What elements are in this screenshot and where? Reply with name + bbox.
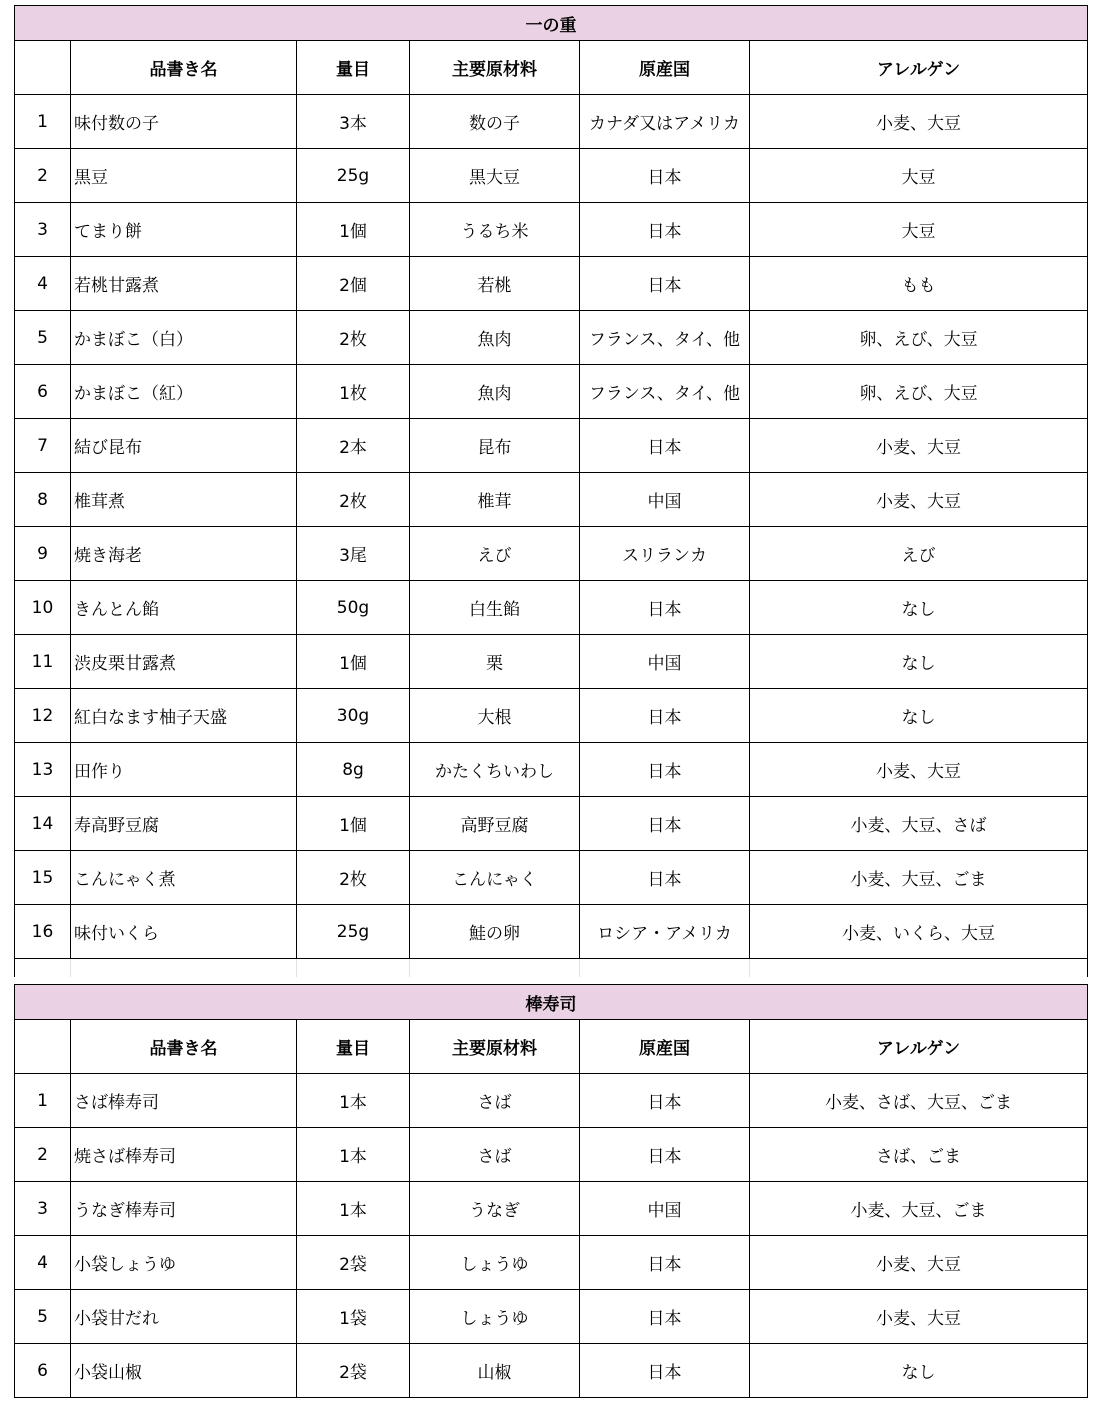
column-header-item-name: 品書き名 xyxy=(71,41,297,95)
row-number-cell: 5 xyxy=(15,311,71,365)
allergens-cell: なし xyxy=(750,635,1088,689)
allergens-cell: さば、ごま xyxy=(750,1128,1088,1182)
main-ingredient-cell: 若桃 xyxy=(410,257,580,311)
country-of-origin-cell: 日本 xyxy=(580,743,750,797)
main-ingredient-cell: 黒大豆 xyxy=(410,149,580,203)
section-title-row xyxy=(15,6,1088,41)
allergens-cell: 小麦、大豆 xyxy=(750,1236,1088,1290)
main-ingredient-cell: 高野豆腐 xyxy=(410,797,580,851)
section-bou-zushi xyxy=(14,984,1087,1398)
allergens-cell: 大豆 xyxy=(750,149,1088,203)
country-of-origin-cell: 日本 xyxy=(580,1344,750,1398)
quantity-cell: 50g xyxy=(297,581,410,635)
quantity-cell: 3尾 xyxy=(297,527,410,581)
allergens-cell: 小麦、さば、大豆、ごま xyxy=(750,1074,1088,1128)
allergens-cell: なし xyxy=(750,581,1088,635)
quantity-cell: 8g xyxy=(297,743,410,797)
row-number-cell: 15 xyxy=(15,851,71,905)
allergens-cell: なし xyxy=(750,689,1088,743)
item-name-cell: こんにゃく煮 xyxy=(71,851,297,905)
row-number-cell: 8 xyxy=(15,473,71,527)
spacer-cell xyxy=(580,959,750,978)
main-ingredient-cell: 栗 xyxy=(410,635,580,689)
table-row xyxy=(15,365,1088,419)
allergens-cell: 大豆 xyxy=(750,203,1088,257)
section-ichi-no-ju xyxy=(14,5,1087,977)
item-name-cell: 結び昆布 xyxy=(71,419,297,473)
table-row xyxy=(15,473,1088,527)
country-of-origin-cell: 中国 xyxy=(580,635,750,689)
table-row xyxy=(15,689,1088,743)
item-name-cell: 小袋しょうゆ xyxy=(71,1236,297,1290)
table-row xyxy=(15,1128,1088,1182)
allergens-cell: なし xyxy=(750,1344,1088,1398)
item-name-cell: 渋皮栗甘露煮 xyxy=(71,635,297,689)
main-ingredient-cell: 椎茸 xyxy=(410,473,580,527)
quantity-cell: 1本 xyxy=(297,1182,410,1236)
quantity-cell: 1個 xyxy=(297,797,410,851)
quantity-cell: 1本 xyxy=(297,1128,410,1182)
country-of-origin-cell: 中国 xyxy=(580,473,750,527)
main-ingredient-cell: えび xyxy=(410,527,580,581)
allergens-cell: もも xyxy=(750,257,1088,311)
country-of-origin-cell: 日本 xyxy=(580,1128,750,1182)
table-row xyxy=(15,1074,1088,1128)
quantity-cell: 2個 xyxy=(297,257,410,311)
quantity-cell: 2枚 xyxy=(297,311,410,365)
quantity-cell: 3本 xyxy=(297,95,410,149)
column-header-item-name: 品書き名 xyxy=(71,1020,297,1074)
row-number-cell: 10 xyxy=(15,581,71,635)
allergens-cell: 小麦、大豆、ごま xyxy=(750,851,1088,905)
main-ingredient-cell: 山椒 xyxy=(410,1344,580,1398)
row-number-cell: 1 xyxy=(15,1074,71,1128)
main-ingredient-cell: 魚肉 xyxy=(410,365,580,419)
row-number-cell: 2 xyxy=(15,149,71,203)
item-name-cell: うなぎ棒寿司 xyxy=(71,1182,297,1236)
row-number-cell: 7 xyxy=(15,419,71,473)
section-title: 一の重 xyxy=(15,6,1088,41)
quantity-cell: 2本 xyxy=(297,419,410,473)
column-header-allergens: アレルゲン xyxy=(750,41,1088,95)
main-ingredient-cell: 大根 xyxy=(410,689,580,743)
country-of-origin-cell: フランス、タイ、他 xyxy=(580,311,750,365)
allergens-cell: 小麦、大豆 xyxy=(750,743,1088,797)
column-header-quantity: 量目 xyxy=(297,41,410,95)
section-title: 棒寿司 xyxy=(15,985,1088,1020)
table-row xyxy=(15,203,1088,257)
column-header-row-number xyxy=(15,41,71,95)
country-of-origin-cell: 日本 xyxy=(580,203,750,257)
country-of-origin-cell: 日本 xyxy=(580,1236,750,1290)
table-row xyxy=(15,635,1088,689)
menu-table-bou-zushi xyxy=(14,984,1088,1398)
item-name-cell: 焼き海老 xyxy=(71,527,297,581)
table-row xyxy=(15,257,1088,311)
column-header-quantity: 量目 xyxy=(297,1020,410,1074)
row-number-cell: 4 xyxy=(15,257,71,311)
item-name-cell: 味付いくら xyxy=(71,905,297,959)
column-header-row xyxy=(15,1020,1088,1074)
item-name-cell: 味付数の子 xyxy=(71,95,297,149)
spacer-cell xyxy=(15,959,71,978)
table-row xyxy=(15,797,1088,851)
main-ingredient-cell: 白生餡 xyxy=(410,581,580,635)
quantity-cell: 2枚 xyxy=(297,473,410,527)
item-name-cell: きんとん餡 xyxy=(71,581,297,635)
allergens-cell: 小麦、大豆 xyxy=(750,419,1088,473)
allergens-cell: 小麦、いくら、大豆 xyxy=(750,905,1088,959)
main-ingredient-cell: さば xyxy=(410,1074,580,1128)
row-number-cell: 12 xyxy=(15,689,71,743)
item-name-cell: 椎茸煮 xyxy=(71,473,297,527)
table-row xyxy=(15,1236,1088,1290)
table-row xyxy=(15,1290,1088,1344)
item-name-cell: 焼さば棒寿司 xyxy=(71,1128,297,1182)
item-name-cell: かまぼこ（紅） xyxy=(71,365,297,419)
row-number-cell: 5 xyxy=(15,1290,71,1344)
country-of-origin-cell: カナダ又はアメリカ xyxy=(580,95,750,149)
quantity-cell: 2袋 xyxy=(297,1236,410,1290)
item-name-cell: 紅白なます柚子天盛 xyxy=(71,689,297,743)
quantity-cell: 30g xyxy=(297,689,410,743)
main-ingredient-cell: しょうゆ xyxy=(410,1290,580,1344)
country-of-origin-cell: 日本 xyxy=(580,689,750,743)
row-number-cell: 4 xyxy=(15,1236,71,1290)
column-header-country-of-origin: 原産国 xyxy=(580,41,750,95)
main-ingredient-cell: うるち米 xyxy=(410,203,580,257)
allergens-cell: 小麦、大豆、ごま xyxy=(750,1182,1088,1236)
allergens-cell: 小麦、大豆、さば xyxy=(750,797,1088,851)
row-number-cell: 2 xyxy=(15,1128,71,1182)
spacer-cell xyxy=(297,959,410,978)
country-of-origin-cell: 日本 xyxy=(580,419,750,473)
item-name-cell: 黒豆 xyxy=(71,149,297,203)
row-number-cell: 6 xyxy=(15,365,71,419)
spacer-row xyxy=(15,959,1088,978)
country-of-origin-cell: 日本 xyxy=(580,257,750,311)
item-name-cell: 小袋山椒 xyxy=(71,1344,297,1398)
allergens-cell: 卵、えび、大豆 xyxy=(750,311,1088,365)
quantity-cell: 1袋 xyxy=(297,1290,410,1344)
column-header-allergens: アレルゲン xyxy=(750,1020,1088,1074)
row-number-cell: 9 xyxy=(15,527,71,581)
item-name-cell: 小袋甘だれ xyxy=(71,1290,297,1344)
item-name-cell: 田作り xyxy=(71,743,297,797)
main-ingredient-cell: 鮭の卵 xyxy=(410,905,580,959)
country-of-origin-cell: 日本 xyxy=(580,581,750,635)
main-ingredient-cell: 昆布 xyxy=(410,419,580,473)
main-ingredient-cell: 数の子 xyxy=(410,95,580,149)
quantity-cell: 1個 xyxy=(297,635,410,689)
column-header-main-ingredient: 主要原材料 xyxy=(410,1020,580,1074)
row-number-cell: 16 xyxy=(15,905,71,959)
column-header-country-of-origin: 原産国 xyxy=(580,1020,750,1074)
menu-table-ichi-no-ju xyxy=(14,5,1088,977)
allergens-cell: 小麦、大豆 xyxy=(750,1290,1088,1344)
column-header-main-ingredient: 主要原材料 xyxy=(410,41,580,95)
country-of-origin-cell: フランス、タイ、他 xyxy=(580,365,750,419)
quantity-cell: 25g xyxy=(297,905,410,959)
table-row xyxy=(15,581,1088,635)
table-row xyxy=(15,743,1088,797)
main-ingredient-cell: しょうゆ xyxy=(410,1236,580,1290)
main-ingredient-cell: かたくちいわし xyxy=(410,743,580,797)
quantity-cell: 1個 xyxy=(297,203,410,257)
main-ingredient-cell: うなぎ xyxy=(410,1182,580,1236)
row-number-cell: 3 xyxy=(15,1182,71,1236)
item-name-cell: さば棒寿司 xyxy=(71,1074,297,1128)
row-number-cell: 3 xyxy=(15,203,71,257)
section-title-row xyxy=(15,985,1088,1020)
spacer-cell xyxy=(750,959,1088,978)
country-of-origin-cell: 日本 xyxy=(580,851,750,905)
table-row xyxy=(15,905,1088,959)
country-of-origin-cell: 中国 xyxy=(580,1182,750,1236)
table-row xyxy=(15,1344,1088,1398)
quantity-cell: 1本 xyxy=(297,1074,410,1128)
item-name-cell: 若桃甘露煮 xyxy=(71,257,297,311)
table-row xyxy=(15,95,1088,149)
table-row xyxy=(15,419,1088,473)
row-number-cell: 14 xyxy=(15,797,71,851)
column-header-row-number xyxy=(15,1020,71,1074)
country-of-origin-cell: 日本 xyxy=(580,149,750,203)
country-of-origin-cell: ロシア・アメリカ xyxy=(580,905,750,959)
row-number-cell: 11 xyxy=(15,635,71,689)
country-of-origin-cell: 日本 xyxy=(580,1290,750,1344)
country-of-origin-cell: スリランカ xyxy=(580,527,750,581)
row-number-cell: 6 xyxy=(15,1344,71,1398)
table-row xyxy=(15,311,1088,365)
main-ingredient-cell: 魚肉 xyxy=(410,311,580,365)
item-name-cell: てまり餅 xyxy=(71,203,297,257)
quantity-cell: 2枚 xyxy=(297,851,410,905)
column-header-row xyxy=(15,41,1088,95)
row-number-cell: 13 xyxy=(15,743,71,797)
table-row xyxy=(15,149,1088,203)
spacer-cell xyxy=(71,959,297,978)
main-ingredient-cell: こんにゃく xyxy=(410,851,580,905)
quantity-cell: 25g xyxy=(297,149,410,203)
allergens-cell: 小麦、大豆 xyxy=(750,95,1088,149)
item-name-cell: 寿高野豆腐 xyxy=(71,797,297,851)
row-number-cell: 1 xyxy=(15,95,71,149)
quantity-cell: 1枚 xyxy=(297,365,410,419)
item-name-cell: かまぼこ（白） xyxy=(71,311,297,365)
country-of-origin-cell: 日本 xyxy=(580,1074,750,1128)
quantity-cell: 2袋 xyxy=(297,1344,410,1398)
allergens-cell: 小麦、大豆 xyxy=(750,473,1088,527)
allergens-cell: 卵、えび、大豆 xyxy=(750,365,1088,419)
table-row xyxy=(15,1182,1088,1236)
spacer-cell xyxy=(410,959,580,978)
table-row xyxy=(15,851,1088,905)
table-row xyxy=(15,527,1088,581)
allergens-cell: えび xyxy=(750,527,1088,581)
country-of-origin-cell: 日本 xyxy=(580,797,750,851)
main-ingredient-cell: さば xyxy=(410,1128,580,1182)
